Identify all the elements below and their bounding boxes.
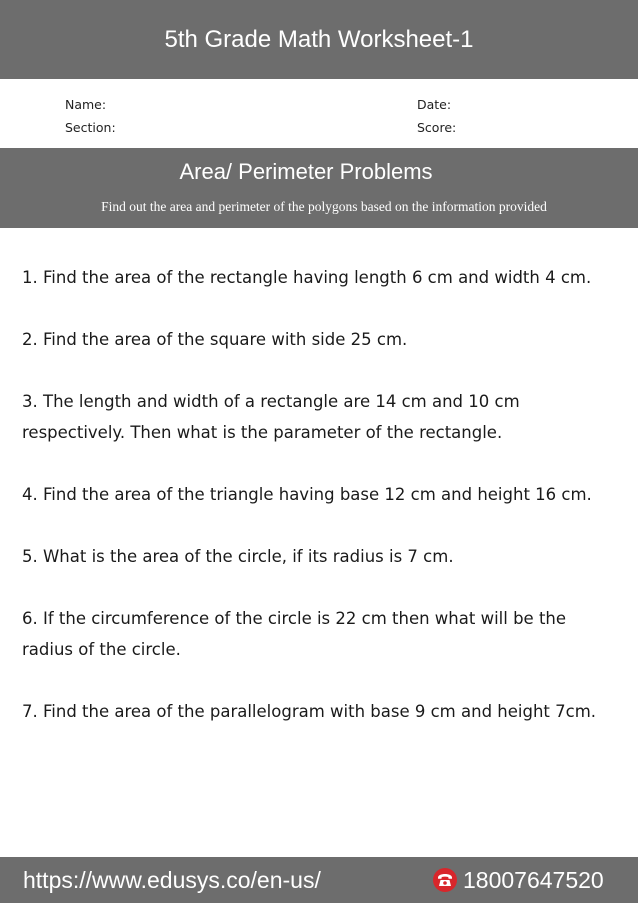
footer-phone[interactable] xyxy=(433,866,604,894)
question-1: 1. Find the area of the rectangle having length 6 cm and width 4 cm. xyxy=(22,268,592,287)
question-7: 7. Find the area of the parallelogram with base 9 cm and height 7cm. xyxy=(22,702,597,721)
question-2: 2. Find the area of the square with side 25 cm. xyxy=(22,330,408,349)
question-list xyxy=(22,262,622,727)
name-label: Name: xyxy=(65,97,107,112)
worksheet-title: 5th Grade Math Worksheet-1 xyxy=(164,26,474,53)
telephone-icon xyxy=(433,868,457,892)
footer-url-link[interactable]: https://www.edusys.co/en-us/ xyxy=(23,867,321,893)
question-6: 6. If the circumference of the circle is 22 cm then what will be the radius of the circle. xyxy=(22,609,567,659)
phone-number: 18007647520 xyxy=(463,867,604,893)
score-label: Score: xyxy=(417,120,457,135)
question-3: 3. The length and width of a rectangle are 14 cm and 10 cm respectively. Then what is the parameter of the rectangle. xyxy=(22,392,520,442)
section-instructions: Find out the area and perimeter of the polygons based on the information provided xyxy=(101,199,547,214)
question-4: 4. Find the area of the triangle having base 12 cm and height 16 cm. xyxy=(22,485,592,504)
date-label: Date: xyxy=(417,97,452,112)
section-title: Area/ Perimeter Problems xyxy=(179,159,433,184)
question-5: 5. What is the area of the circle, if its radius is 7 cm. xyxy=(22,547,454,566)
section-label: Section: xyxy=(65,120,116,135)
